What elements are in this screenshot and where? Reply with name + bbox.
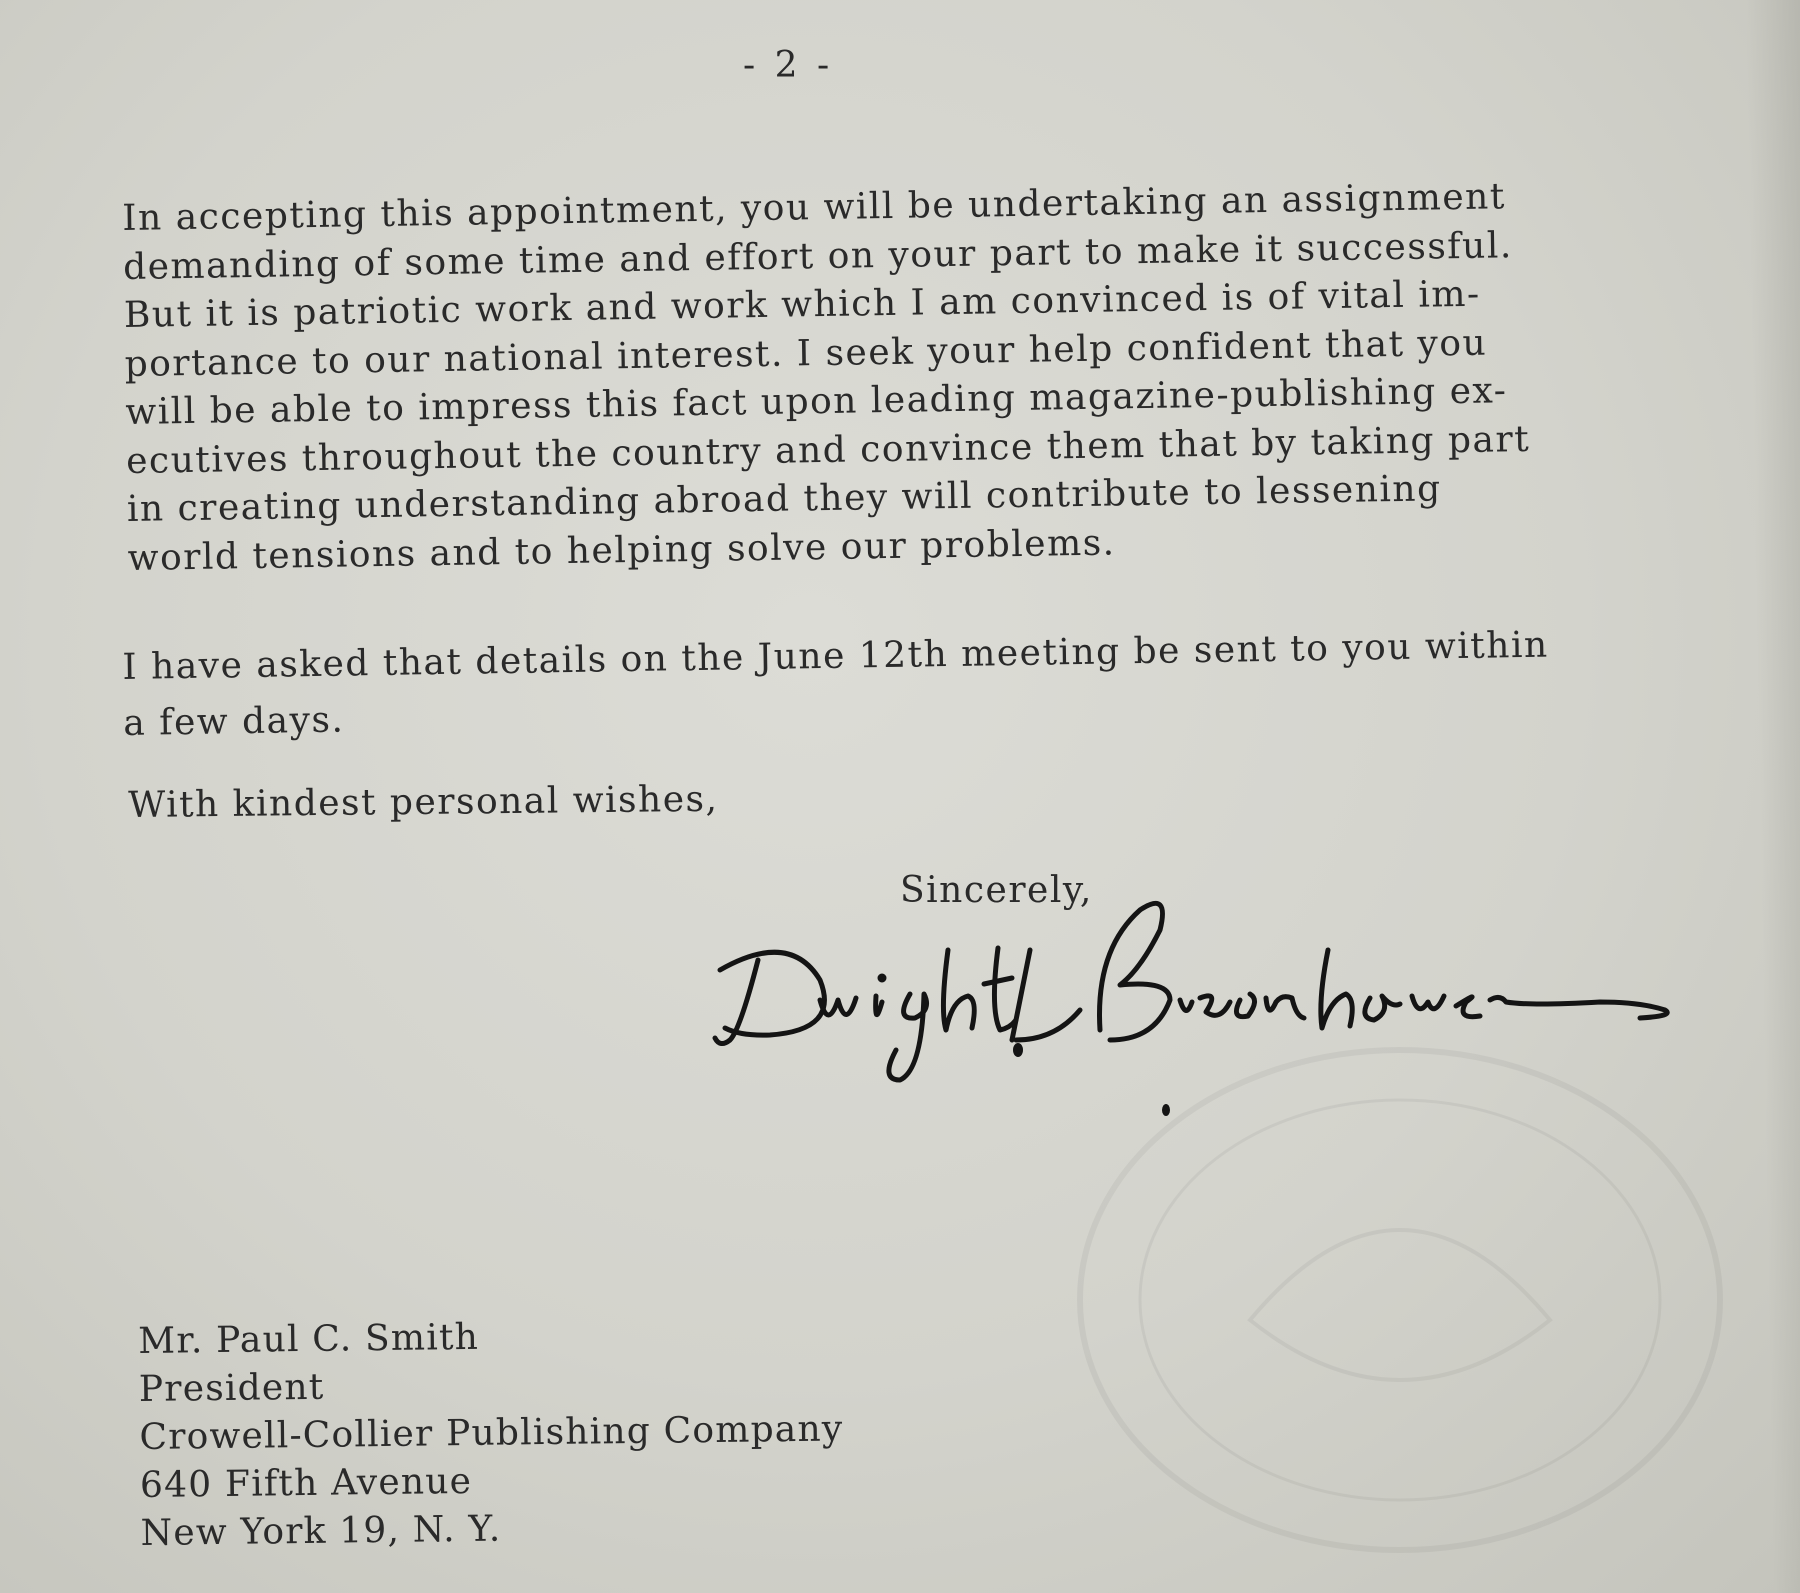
- paragraph-line: I have asked that details on the June 12th meeting be sent to you within: [122, 624, 1549, 688]
- page-number: - 2 -: [743, 45, 834, 86]
- closing-line: With kindest personal wishes,: [128, 778, 719, 826]
- sincerely-line: Sincerely,: [900, 870, 1093, 911]
- paragraph-line: portance to our national interest. I seek your help confident that you: [124, 322, 1488, 385]
- recipient-title: President: [138, 1366, 325, 1410]
- body-paragraph-2: [122, 616, 1644, 752]
- body-paragraph-1: [122, 171, 1648, 583]
- recipient-city: New York 19, N. Y.: [140, 1508, 502, 1554]
- paragraph-line: In accepting this appointment, you will be undertaking an assignment: [122, 176, 1507, 239]
- paragraph-line: in creating understanding abroad they will contribute to lessening: [126, 468, 1442, 530]
- paragraph-line: world tensions and to helping solve our problems.: [127, 521, 1116, 579]
- paragraph-line: But it is patriotic work and work which I am convinced is of vital im-: [123, 273, 1481, 336]
- recipient-company: Crowell-Collier Publishing Company: [139, 1408, 844, 1458]
- paragraph-line: ecutives throughout the country and convince them that by taking part: [125, 418, 1531, 482]
- recipient-street: 640 Fifth Avenue: [139, 1460, 473, 1506]
- paragraph-line: will be able to impress this fact upon leading magazine-publishing ex-: [125, 370, 1508, 433]
- recipient-name: Mr. Paul C. Smith: [138, 1316, 480, 1362]
- paragraph-line: demanding of some time and effort on your part to make it successful.: [122, 224, 1514, 288]
- paragraph-line: a few days.: [122, 699, 345, 744]
- handwritten-signature: [700, 890, 1680, 1150]
- recipient-address: [138, 1309, 845, 1558]
